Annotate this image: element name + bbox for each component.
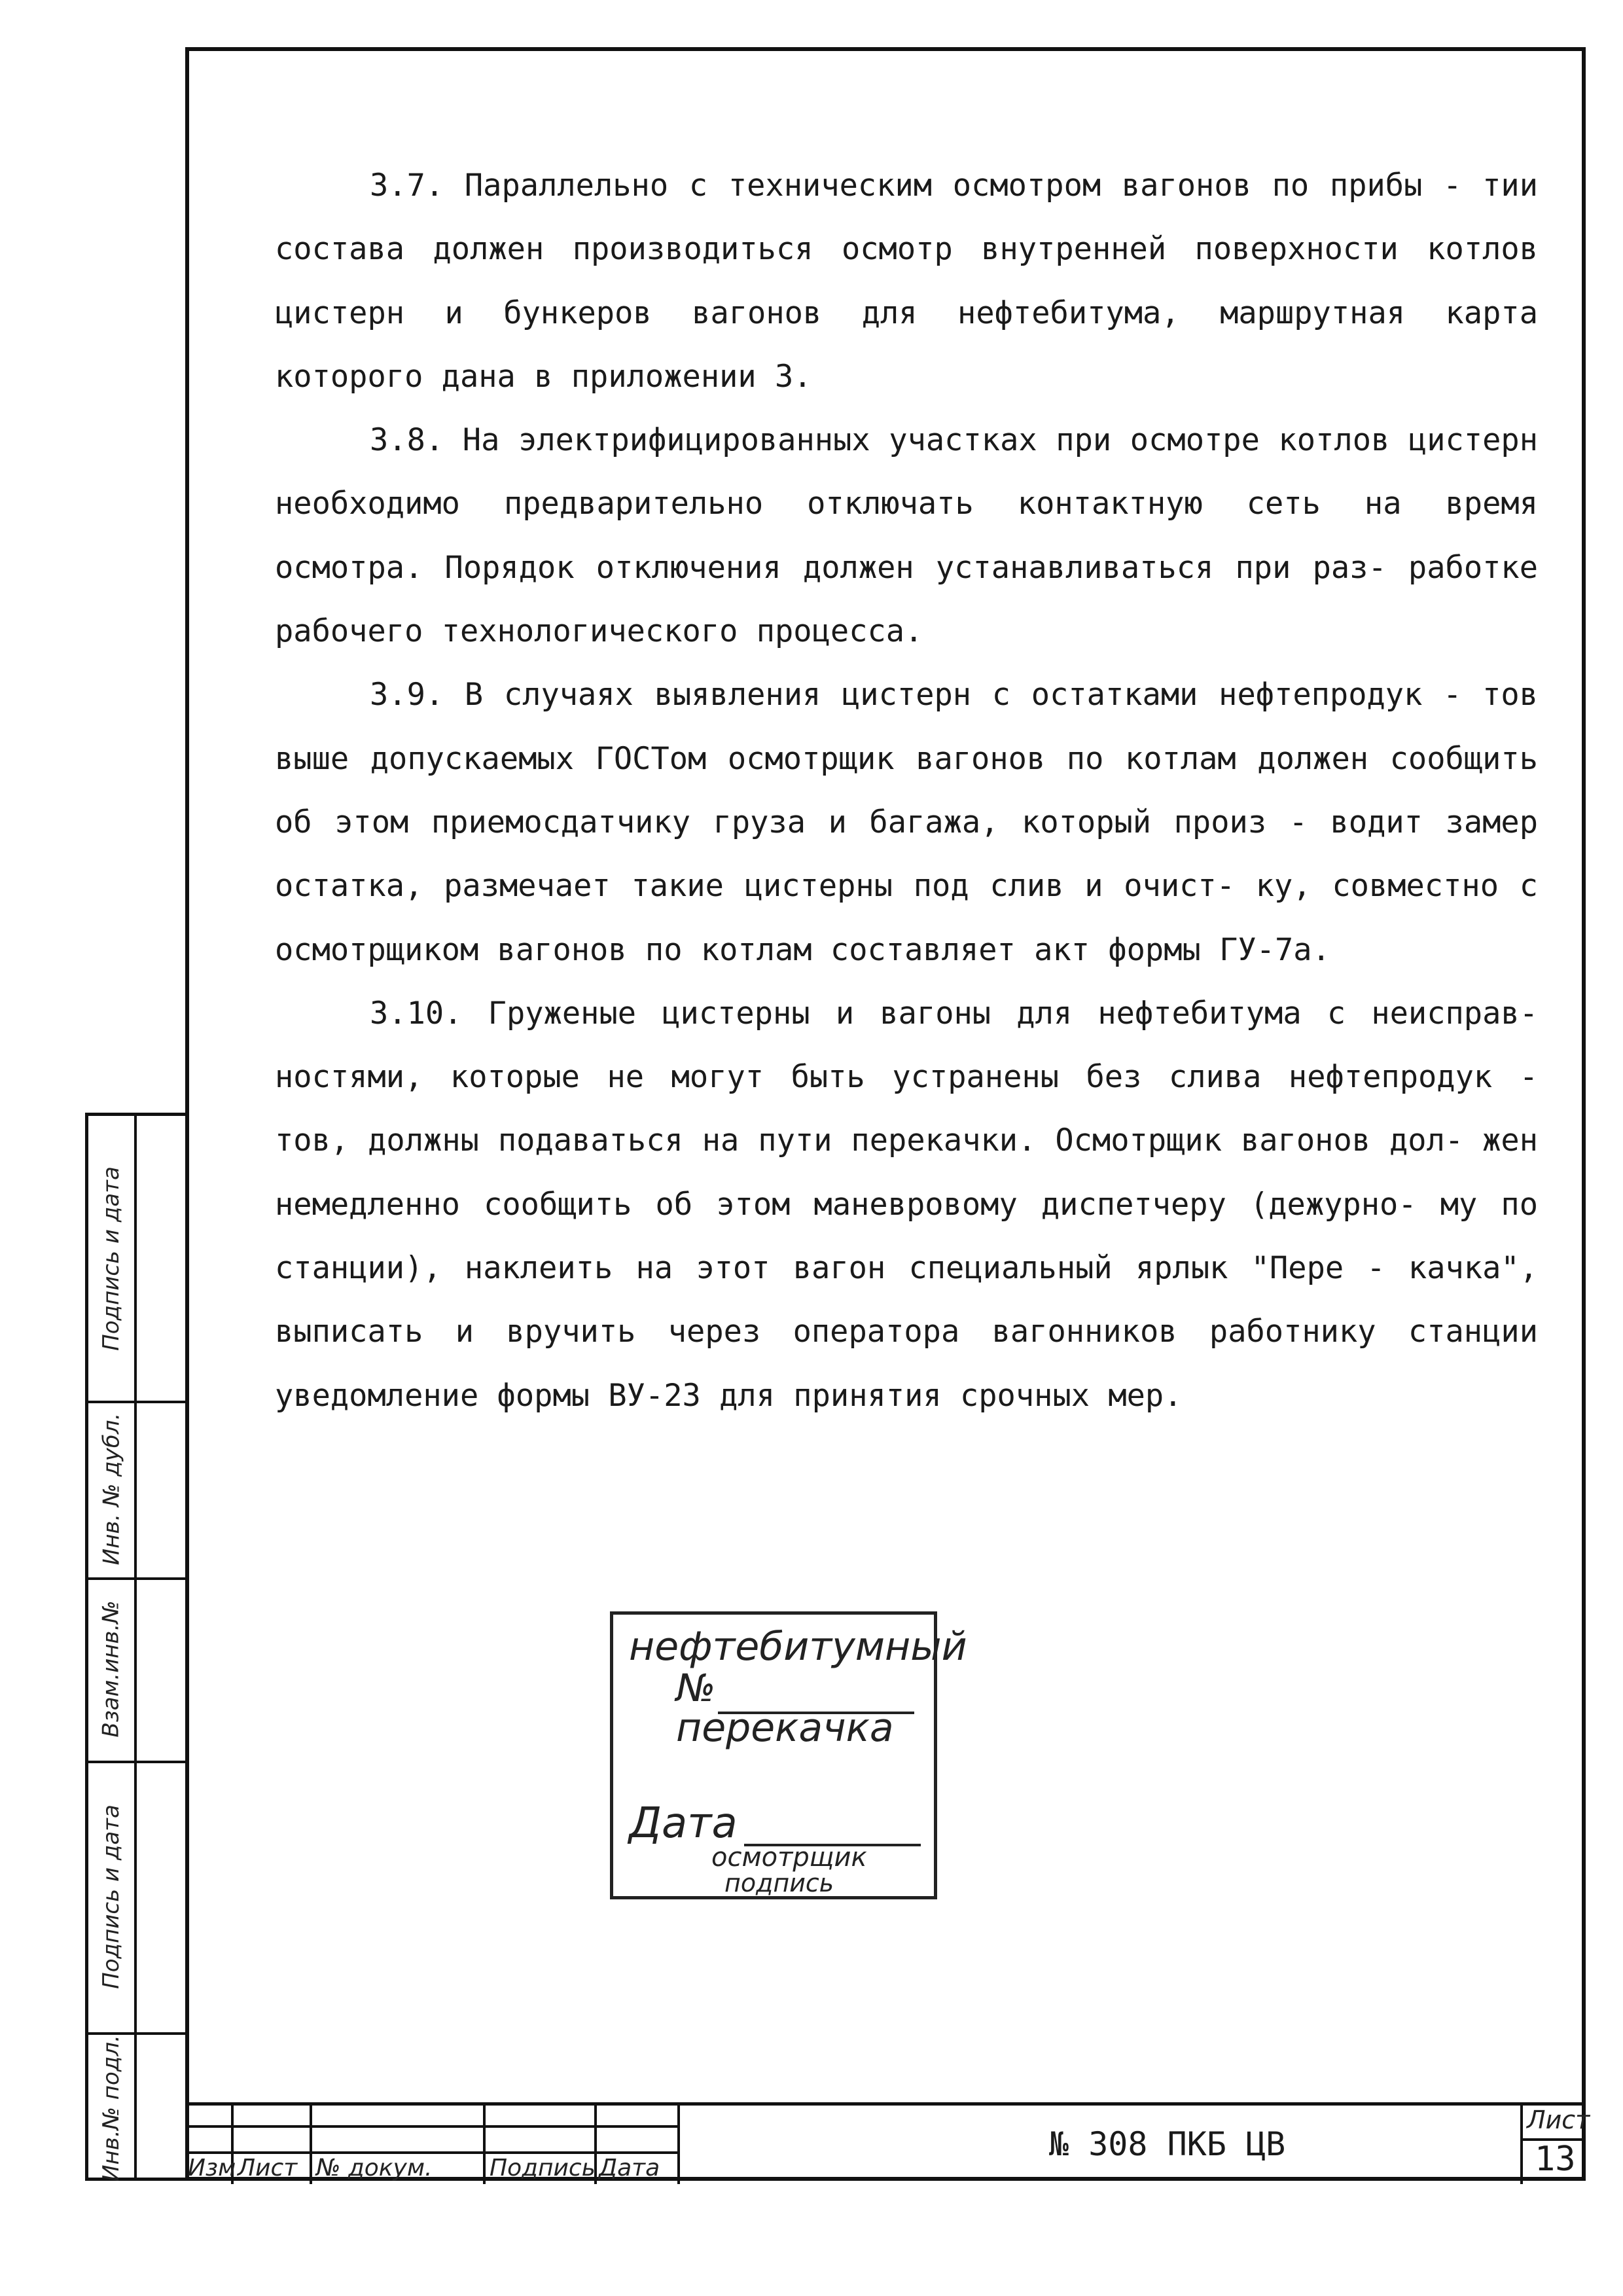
paragraph-3-7: 3.7. Параллельно с техническим осмотром вагонов по прибы - тии состава должен производиться осмотр внутренней поверхности котлов цистерн и бункеров вагонов для нефтебитума, маршрутная карта которого дана в приложении 3. [275, 168, 1538, 395]
transfer-label-stamp [610, 1611, 967, 1899]
body-text [275, 154, 1538, 1427]
sheet-label: Лист [1527, 2106, 1590, 2134]
side-label-replacement-number: Взам.инв.№ [98, 1600, 125, 1738]
paragraph-3-9: 3.9. В случаях выявления цистерн с остатками нефтепродук - тов выше допускаемых ГОСТом осмотрщик вагонов по котлам должен сообщить об этом приемосдатчику груза и багажа, который произ - водит замер остатка, размечает такие цистерны под слив и очист- ку, совместно с осмотрщиком вагонов по котлам составляет акт формы ГУ-7а. [275, 677, 1538, 968]
tb-label-signature: Подпись [490, 2155, 596, 2181]
stamp-inspector-label: осмотрщик [711, 1842, 867, 1873]
tb-label-document: № докум. [316, 2155, 433, 2181]
title-block [185, 2102, 1590, 2184]
side-stamp-column [85, 1113, 185, 2181]
stamp-transfer-label: перекачка [676, 1705, 894, 1751]
paragraph-3-8: 3.8. На электрифицированных участках при осмотре котлов цистерн необходимо предварительно отключать контактную сеть на время осмотра. Порядок отключения должен устанавливаться при раз- работке рабочего технологического процесса. [275, 422, 1538, 650]
tb-divider [677, 2106, 680, 2184]
side-label-original-number: Инв.№ подл. [98, 2035, 125, 2181]
stamp-title: нефтебитумный [629, 1624, 967, 1670]
paragraph-3-10: 3.10. Груженые цистерны и вагоны для нефтебитума с неисправ- ностями, которые не могут быть устранены без слива нефтепродук - тов, должны подаваться на пути перекачки. Осмотрщик вагонов дол- жен немедленно сообщить об этом маневровому диспетчеру (дежурно- му по станции), наклеить на этот вагон специальный ярлык "Пере - качка", выписать и вручить через оператора вагонников работнику станции уведомление формы ВУ-23 для принятия срочных мер. [275, 995, 1538, 1414]
stamp-signature-label: подпись [724, 1869, 834, 1897]
side-column-divider [134, 1116, 137, 2178]
side-label-duplicate-number: Инв. № дубл. [98, 1412, 124, 1566]
tb-row-line [185, 2125, 677, 2128]
tb-label-date: Дата [599, 2155, 660, 2181]
document-number: № 308 ПКБ ЦВ [1049, 2125, 1286, 2163]
tb-row-line [185, 2151, 677, 2154]
stamp-number-label: № [676, 1666, 716, 1710]
side-label-signature-date: Подпись и дата [98, 1166, 125, 1351]
sheet-number: 13 [1535, 2140, 1576, 2179]
side-label-signature-date-2: Подпись и дата [98, 1804, 125, 1989]
stamp-date-label: Дата [629, 1799, 738, 1848]
tb-divider [483, 2106, 486, 2184]
tb-label-sheet: Лист [238, 2155, 298, 2181]
tb-label-change: Изм [188, 2155, 236, 2181]
tb-divider [1520, 2106, 1523, 2184]
tb-divider [310, 2106, 312, 2184]
